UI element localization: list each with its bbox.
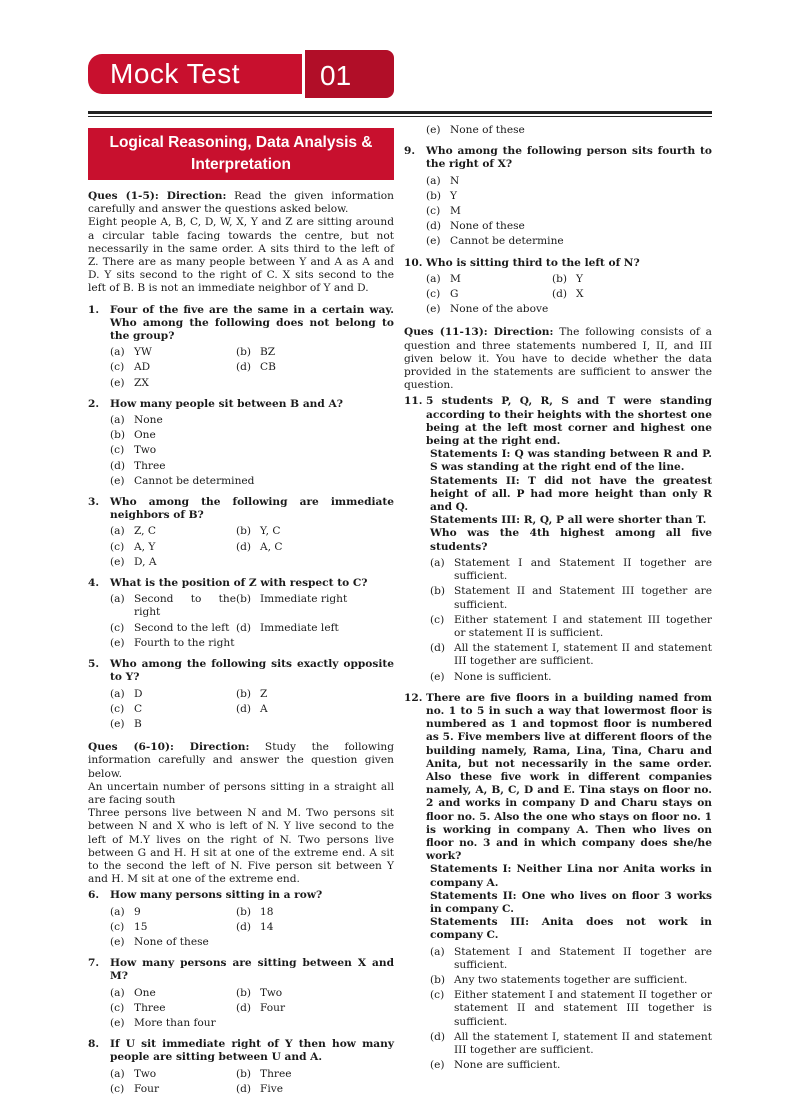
question-12-options <box>430 946 712 1073</box>
question-text: If U sit immediate right of Y then how many people are sitting between U and A. <box>110 1038 394 1064</box>
option-label: (a) <box>426 174 441 187</box>
question-3 <box>88 496 394 522</box>
option-label: (e) <box>110 376 125 389</box>
option-label: (c) <box>110 1082 125 1095</box>
option-text: Three <box>134 1001 166 1014</box>
option-label: (b) <box>552 272 568 285</box>
option-c[interactable] <box>110 921 236 934</box>
option-text: Immediate left <box>260 621 339 634</box>
option-c[interactable] <box>110 622 236 635</box>
option-text: All the statement I, statement II and statement III together are sufficient. <box>454 642 712 668</box>
question-11-statements <box>430 448 712 554</box>
option-label: (e) <box>110 474 125 487</box>
option-label: (b) <box>236 525 252 538</box>
statement-3: Statements III: Anita does not work in company C. <box>430 916 712 942</box>
statement-3: Statements III: R, Q, P all were shorter than T. <box>430 514 707 527</box>
question-number: 2. <box>88 397 100 410</box>
question-prompt: Who was the 4th highest among all five students? <box>430 527 712 553</box>
option-label: (b) <box>430 973 446 986</box>
option-label: (b) <box>426 189 442 202</box>
direction-2 <box>88 741 394 781</box>
option-label: (d) <box>236 920 252 933</box>
option-label: (e) <box>426 124 441 136</box>
direction-2-body: Three persons live between N and M. Two persons sit between N and X who is left of N. Y live second to the left of M.Y lives on the right of N. Two persons live between G and H. H sit at one of the extreme end. A sit to the second the left of N. Five person sit between Y and H. M sit at one of the extreme end. <box>88 807 394 886</box>
option-text: A, C <box>260 540 283 553</box>
option-text: 14 <box>260 920 274 933</box>
question-8 <box>88 1038 394 1064</box>
option-d[interactable] <box>236 361 362 374</box>
option-a[interactable] <box>430 946 712 972</box>
option-d[interactable] <box>236 1083 362 1096</box>
option-e[interactable] <box>426 124 712 137</box>
option-e[interactable] <box>110 556 236 569</box>
option-text: None are sufficient. <box>454 1059 561 1072</box>
option-e[interactable] <box>110 475 394 488</box>
option-a[interactable] <box>110 688 236 701</box>
question-number: 8. <box>88 1038 100 1051</box>
option-text: Y <box>450 189 457 202</box>
option-label: (e) <box>110 935 125 948</box>
option-text: None of these <box>450 220 525 233</box>
option-a[interactable] <box>110 906 236 919</box>
option-c[interactable] <box>430 614 712 640</box>
option-label: (c) <box>110 621 125 634</box>
option-e[interactable] <box>110 718 236 731</box>
question-number: 9. <box>404 145 416 158</box>
option-label: (d) <box>236 540 252 553</box>
option-label: (e) <box>110 555 125 568</box>
option-text: None of these <box>450 124 525 136</box>
option-d[interactable] <box>236 703 362 716</box>
question-2 <box>88 398 394 411</box>
option-b[interactable] <box>110 429 394 442</box>
banner-number: 01 <box>320 60 352 91</box>
option-label: (e) <box>110 717 125 730</box>
option-label: (b) <box>110 429 126 442</box>
question-8-options <box>110 1068 394 1096</box>
question-11-options <box>430 557 712 684</box>
option-e[interactable] <box>426 303 712 316</box>
option-label: (e) <box>426 235 441 248</box>
right-column <box>404 124 712 1074</box>
option-label: (b) <box>236 905 252 918</box>
option-label: (d) <box>236 702 252 715</box>
option-text: YW <box>134 346 152 359</box>
option-text: More than four <box>134 1016 216 1029</box>
question-10-options <box>426 273 712 317</box>
option-c[interactable] <box>426 288 552 301</box>
banner-divider <box>302 50 305 98</box>
direction-3-label: Ques (11-13): Direction: <box>404 326 554 339</box>
option-e[interactable] <box>430 1059 712 1072</box>
option-e[interactable] <box>110 936 394 949</box>
option-text: D <box>134 687 143 700</box>
question-number: 10. <box>404 256 423 269</box>
option-c[interactable] <box>110 361 236 374</box>
option-d[interactable] <box>430 1031 712 1057</box>
direction-2-text: Study the following information carefully and answer the question given below. <box>88 741 394 780</box>
option-label: (e) <box>110 636 125 649</box>
option-text: ZX <box>134 376 149 389</box>
option-label: (a) <box>430 556 445 569</box>
option-label: (b) <box>430 585 446 598</box>
option-label: (c) <box>426 205 441 218</box>
direction-3 <box>404 326 712 392</box>
option-a[interactable] <box>110 1068 236 1081</box>
option-text: None is sufficient. <box>454 670 552 683</box>
option-e[interactable] <box>110 637 394 650</box>
option-label: (a) <box>110 986 125 999</box>
section-title: Logical Reasoning, Data Analysis & Interpretation <box>88 128 394 180</box>
option-e[interactable] <box>426 235 712 248</box>
option-b[interactable] <box>552 273 678 286</box>
question-text: Who among the following person sits fourth to the right of X? <box>426 145 712 171</box>
option-text: 9 <box>134 905 141 918</box>
option-a[interactable] <box>110 593 236 619</box>
option-text: Statement II and Statement III together are sufficient. <box>454 585 712 611</box>
option-text: Statement I and Statement II together are sufficient. <box>454 556 712 583</box>
question-text: There are five floors in a building named from no. 1 to 5 in such a way that lowermost floor is numbered as 1 and topmost floor is numbered as 5. Five members live at different floors of the building namely, Rama, Lina, Tina, Charu and Anita, but not necessarily in the same order. Also these five work in different companies namely, A, B, C, D and E. Tina stays on floor no. 2 and works in company D and Charu stays on floor no. 5. Also the one who stays on floor no. 1 is working in company A. Then who lives on floor no. 3 and in which company does she/he work? <box>426 691 712 863</box>
left-column <box>88 124 394 1098</box>
question-12-statements <box>430 863 712 942</box>
question-number: 12. <box>404 691 423 704</box>
option-label: (d) <box>110 459 126 472</box>
question-4-options <box>110 593 394 650</box>
option-label: (b) <box>236 346 252 359</box>
option-c[interactable] <box>110 444 394 457</box>
option-text: M <box>450 205 461 218</box>
option-text: Three <box>134 459 166 472</box>
option-label: (a) <box>110 593 125 606</box>
option-label: (d) <box>236 1082 252 1095</box>
option-label: (d) <box>236 1001 252 1014</box>
question-2-options <box>110 414 394 488</box>
direction-1 <box>88 190 394 216</box>
option-b[interactable] <box>430 585 712 611</box>
banner-title: Mock Test <box>110 58 241 89</box>
option-label: (b) <box>236 593 252 606</box>
question-6 <box>88 889 394 902</box>
option-text: Z <box>260 687 268 700</box>
option-label: (e) <box>426 303 441 316</box>
option-text: Second to the right <box>134 593 236 619</box>
option-label: (c) <box>110 361 125 374</box>
option-c[interactable] <box>110 703 236 716</box>
option-text: AD <box>134 361 151 374</box>
option-b[interactable] <box>236 593 362 619</box>
option-d[interactable] <box>426 220 712 233</box>
option-label: (c) <box>430 613 445 626</box>
question-text: How many persons sitting in a row? <box>110 889 323 902</box>
option-c[interactable] <box>110 1002 236 1015</box>
question-number: 1. <box>88 303 100 316</box>
question-6-options <box>110 906 394 950</box>
option-c[interactable] <box>426 205 712 218</box>
option-label: (c) <box>426 288 441 301</box>
option-text: Y <box>576 272 583 285</box>
question-7 <box>88 957 394 983</box>
option-label: (c) <box>110 444 125 457</box>
option-label: (d) <box>236 361 252 374</box>
statement-1: Statements I: Q was standing between R and P. S was standing at the right end of the line. <box>430 448 712 474</box>
option-text: M <box>450 272 461 285</box>
option-text: Statement I and Statement II together are sufficient. <box>454 945 712 971</box>
option-label: (d) <box>236 621 252 634</box>
header-rule-thick <box>88 111 712 114</box>
option-text: Two <box>134 1067 157 1080</box>
option-label: (b) <box>236 1067 252 1080</box>
option-label: (a) <box>110 1067 125 1080</box>
option-a[interactable] <box>110 525 236 538</box>
option-e[interactable] <box>110 1017 394 1030</box>
question-7-options <box>110 987 394 1031</box>
question-text: How many persons are sitting between X and M? <box>110 957 394 983</box>
option-text: Z, C <box>134 525 157 538</box>
option-label: (a) <box>426 272 441 285</box>
option-d[interactable] <box>236 541 362 554</box>
option-c[interactable] <box>110 1083 236 1096</box>
option-e[interactable] <box>430 671 712 684</box>
direction-1-label: Ques (1-5): Direction: <box>88 190 227 202</box>
option-text: None <box>134 414 163 427</box>
question-text: Who among the following sits exactly opposite to Y? <box>110 658 394 684</box>
question-1 <box>88 304 394 344</box>
option-b[interactable] <box>236 987 362 1000</box>
option-text: Three <box>260 1067 292 1080</box>
option-text: 15 <box>134 920 148 933</box>
option-text: Four <box>260 1001 286 1014</box>
question-number: 6. <box>88 889 100 902</box>
option-text: Cannot be determined <box>134 474 255 487</box>
option-text: None of the above <box>450 303 549 316</box>
option-d[interactable] <box>236 921 362 934</box>
option-d[interactable] <box>236 622 362 635</box>
option-label: (a) <box>110 346 125 359</box>
option-label: (a) <box>110 414 125 427</box>
option-label: (e) <box>110 1016 125 1029</box>
option-label: (d) <box>552 288 568 301</box>
question-number: 3. <box>88 496 100 509</box>
option-text: Cannot be determine <box>450 235 564 248</box>
question-8-option-e-continued <box>426 124 712 137</box>
direction-2-line1: An uncertain number of persons sitting in a straight all are facing south <box>88 780 394 806</box>
option-d[interactable] <box>552 288 678 301</box>
question-4 <box>88 577 394 590</box>
option-b[interactable] <box>236 525 362 538</box>
option-label: (d) <box>430 642 446 655</box>
option-b[interactable] <box>426 190 712 203</box>
option-text: BZ <box>260 346 276 359</box>
option-b[interactable] <box>236 346 362 359</box>
question-10 <box>404 257 712 270</box>
option-text: D, A <box>134 555 157 568</box>
option-a[interactable] <box>110 346 236 359</box>
question-3-options <box>110 525 394 569</box>
option-text: Y, C <box>260 525 281 538</box>
option-text: Either statement I and statement III together or statement II is sufficient. <box>454 613 712 639</box>
direction-3-text: The following consists of a question and three statements numbered I, II, and III given below it. You have to decide whether the data provided in the statements are sufficient to answer the question. <box>404 326 712 392</box>
option-label: (a) <box>110 687 125 700</box>
option-text: One <box>134 986 156 999</box>
option-a[interactable] <box>426 175 712 188</box>
option-a[interactable] <box>110 414 394 427</box>
option-text: Two <box>260 986 283 999</box>
option-text: X <box>576 288 584 301</box>
option-text: 18 <box>260 905 274 918</box>
option-text: Any two statements together are sufficient. <box>454 973 688 986</box>
option-a[interactable] <box>430 557 712 583</box>
option-text: C <box>134 702 143 715</box>
option-text: Fourth to the right <box>134 636 235 649</box>
question-text: Who among the following are immediate neighbors of B? <box>110 496 394 522</box>
option-label: (d) <box>426 220 442 233</box>
header-rule-thin <box>88 116 712 117</box>
direction-1-text: Read the given information carefully and answer the questions asked below. <box>88 190 394 216</box>
option-label: (e) <box>430 670 445 683</box>
option-text: Second to the left <box>134 621 230 634</box>
option-text: None of these <box>134 935 209 948</box>
option-d[interactable] <box>430 642 712 668</box>
option-text: Two <box>134 444 157 457</box>
option-text: B <box>134 717 142 730</box>
option-b[interactable] <box>236 688 362 701</box>
option-a[interactable] <box>426 273 552 286</box>
option-label: (c) <box>110 702 125 715</box>
statement-2: Statements II: T did not have the greatest height of all. P had more height than only R and Q. <box>430 474 712 514</box>
option-c[interactable] <box>430 989 712 1029</box>
option-label: (e) <box>430 1059 445 1072</box>
question-9-options <box>426 175 712 249</box>
question-number: 11. <box>404 395 423 408</box>
question-text: 5 students P, Q, R, S and T were standing according to their heights with the shortest one being at the left most corner and highest one being at the right end. <box>426 395 712 448</box>
option-d[interactable] <box>110 460 394 473</box>
option-text: One <box>134 429 156 442</box>
question-5-options <box>110 688 394 732</box>
question-12 <box>404 692 712 864</box>
option-label: (a) <box>110 905 125 918</box>
question-1-options <box>110 346 394 390</box>
question-5 <box>88 658 394 684</box>
option-text: All the statement I, statement II and statement III together are sufficient. <box>454 1030 712 1056</box>
option-text: G <box>450 288 459 301</box>
question-number: 5. <box>88 658 100 671</box>
option-b[interactable] <box>236 906 362 919</box>
option-text: A <box>260 702 268 715</box>
option-e[interactable] <box>110 377 236 390</box>
option-label: (c) <box>110 540 125 553</box>
question-text: What is the position of Z with respect to C? <box>110 577 368 590</box>
option-d[interactable] <box>236 1002 362 1015</box>
option-text: Immediate right <box>260 593 348 606</box>
statement-2: Statements II: One who lives on floor 3 works in company C. <box>430 889 712 915</box>
option-text: Either statement I and statement II together or statement II and statement III together is sufficient. <box>454 989 712 1028</box>
question-9 <box>404 145 712 171</box>
option-a[interactable] <box>110 987 236 1000</box>
question-11 <box>404 395 712 448</box>
option-label: (c) <box>110 1001 125 1014</box>
option-label: (d) <box>430 1030 446 1043</box>
option-label: (a) <box>110 525 125 538</box>
option-label: (a) <box>430 945 445 958</box>
option-c[interactable] <box>110 541 236 554</box>
question-number: 7. <box>88 957 100 970</box>
option-text: N <box>450 174 460 187</box>
direction-1-body: Eight people A, B, C, D, W, X, Y and Z are sitting around a circular table facing towards the centre, but not necessarily in the same order. A sits third to the left of Z. There are as many people between Y and A as A and D. Y sits second to the right of C. X sits second to the left of B. B is not an immediate neighbor of Y and D. <box>88 216 394 295</box>
direction-2-label: Ques (6-10): Direction: <box>88 741 250 754</box>
option-label: (b) <box>236 986 252 999</box>
option-label: (c) <box>430 989 445 1002</box>
question-number: 4. <box>88 577 100 590</box>
question-text: Who is sitting third to the left of N? <box>426 256 640 269</box>
question-text: Four of the five are the same in a certain way. Who among the following does not belong to the group? <box>110 303 394 343</box>
option-text: Five <box>260 1082 283 1095</box>
question-text: How many people sit between B and A? <box>110 397 343 410</box>
option-text: Four <box>134 1082 160 1095</box>
statement-1: Statements I: Neither Lina nor Anita works in company A. <box>430 863 712 889</box>
option-b[interactable] <box>236 1068 362 1081</box>
mock-test-banner <box>88 50 394 98</box>
option-label: (c) <box>110 920 125 933</box>
option-b[interactable] <box>430 974 712 987</box>
option-text: CB <box>260 361 276 374</box>
option-text: A, Y <box>134 540 156 553</box>
option-label: (b) <box>236 687 252 700</box>
